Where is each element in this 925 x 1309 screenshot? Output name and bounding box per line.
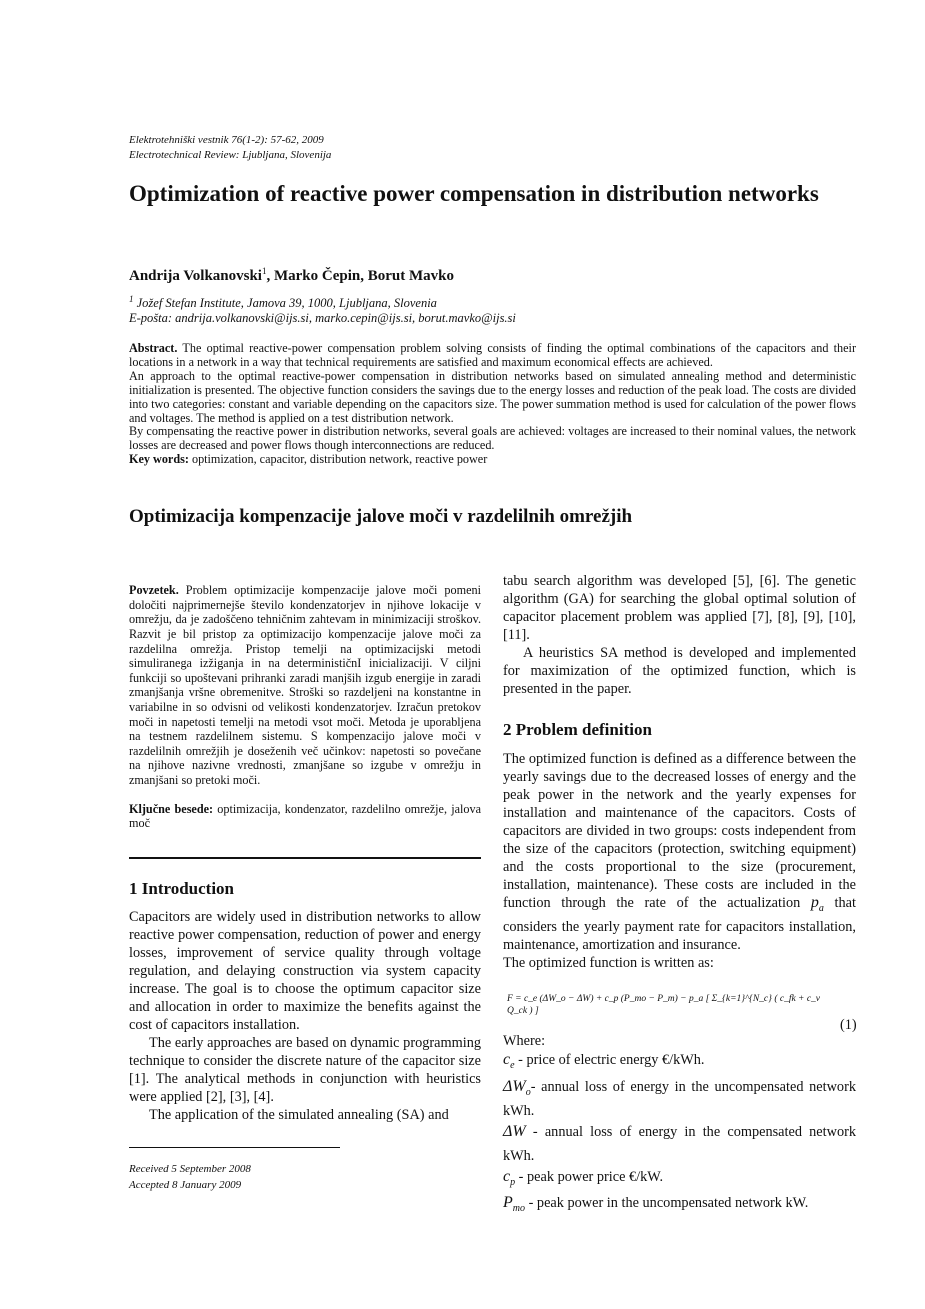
povzetek-text: Problem optimizacije kompenzacije jalove moči pomeni določiti najprimernejše število kondenzatorjev in njihove lokacije v omrežju, da je zadoščeno tehničnim zahtevam in minimizaciji stroškov. Razvit je bil pristop za optimizacijo kompenzacije jalove moči za razdelilna omrežja. Pristop temelji na optimizacijski metodi simuliranega izžiganja in na determinističnI inicializaciji. V ciljni funkciji so upoštevani prihranki zaradi manjših izgub energije in zaradi zmanjšanja vršne obremenitve. Stroški so razdeljeni na konstantne in variabilne in so odvisni od velikosti kondenzatorjev. Izračun pretokov moči in napetosti temelji na metodi vsot moči. Metoda je uporabljena na testnem razdelilnem sistemu. S kompenzacijo jalove moči v razdelilnih omrežjih je doseženih več učinkov: napetosti so povečane na njihove nazivne vrednosti, zmanjšane so izgube v omrežju in zmanjšani so pretoki moči. (129, 583, 481, 787)
affiliation (129, 294, 437, 311)
problem-p1b: that considers the yearly payment rate for capacitors installation, maintenance, amortization and insurance. (503, 895, 856, 953)
def-symbol: c (503, 1051, 511, 1068)
intro-heading: 1 Introduction (129, 879, 235, 898)
def-text: - annual loss of energy in the uncompensated network kWh. (503, 1078, 856, 1119)
kljucne-besede: optimizacija, kondenzator, razdelilno omrežje, jalova moč (129, 801, 481, 831)
kljucne-label: Ključne besede: (129, 801, 214, 816)
equation-number: (1) (840, 1017, 857, 1033)
def-text: - peak power in the uncompensated network kW. (525, 1195, 809, 1212)
received-date: Received 5 September 2008 (129, 1163, 251, 1175)
slovene-title: Optimizacija kompenzacije jalove moči v razdelilnih omrežjih (129, 506, 633, 527)
problem-text (503, 750, 856, 972)
povzetek-label: Povzetek. (129, 583, 179, 598)
def-text: - peak power price €/kW. (515, 1168, 664, 1185)
definition-item (503, 1168, 856, 1192)
definitions (503, 1032, 856, 1218)
def-symbol: c (503, 1167, 511, 1185)
abstract-p3: By compensating the reactive power in distribution networks, several goals are achieved: voltages are increased to their nominal values, the network losses are decreased and power flows though interconnections are reduced. (129, 424, 856, 453)
intro-p3: The application of the simulated annealing (SA) and (149, 1107, 449, 1123)
def-sub: o (525, 1086, 531, 1098)
definition-item (503, 1123, 856, 1165)
author-sup: 1 (261, 266, 267, 276)
keywords: optimization, capacitor, distribution network, reactive power (188, 452, 488, 467)
problem-p2: The optimized function is written as: (503, 954, 714, 971)
problem-p1a: The optimized function is defined as a difference between the yearly savings due to the decreased losses of energy and the peak power in the network and the yearly expenses for installation and maintenance of the capacitors. Costs of capacitors are divided in two groups: costs independent from the size of the capacitors (protection, switching equipment) and the costs proportional to the size (procurement, installation, maintenance). These costs are included in the function through the rate of the actualization (503, 751, 856, 911)
definition-item (503, 1078, 856, 1120)
def-symbol: ΔW (503, 1077, 526, 1095)
intro-p1: Capacitors are widely used in distribution networks to allow reactive power compensation, reduction of power and energy losses, improvement of service quality through voltage regulation, and delaying construction via system capacity increase. The goal is to choose the optimum capacitor size and allocation in order to maximize the benefits against the cost of capacitors installation. (129, 909, 481, 1033)
povzetek (129, 571, 481, 843)
affiliation-text: Jožef Stefan Institute, Jamova 39, 1000, Ljubljana, Slovenia (133, 296, 437, 311)
keywords-label: Key words: (129, 452, 189, 467)
affiliation-sup: 1 (129, 294, 134, 304)
where-label: Where: (503, 1033, 546, 1049)
intro-p2: The early approaches are based on dynamic programming technique to consider the discrete nature of the capacitor size [1]. The analytical methods in conjunction with heuristics were applied [2], [3], [4]. (129, 1035, 481, 1105)
def-sub: mo (512, 1203, 526, 1215)
def-sub: p (510, 1176, 516, 1188)
definition-item (503, 1051, 856, 1075)
journal-citation: Elektrotehniški vestnik 76(1-2): 57-62, 2009 (129, 134, 324, 146)
email: E-pošta: andrija.volkanovski@ijs.si, marko.cepin@ijs.si, borut.mavko@ijs.si (129, 311, 516, 325)
right-intro-text (503, 572, 856, 698)
paper-title: Optimization of reactive power compensation in distribution networks (129, 181, 819, 206)
right-p2: A heuristics SA method is developed and implemented for maximization of the optimized function, which is presented in the paper. (503, 645, 856, 697)
accepted-date: Accepted 8 January 2009 (129, 1179, 242, 1191)
authors-rest: , Marko Čepin, Borut Mavko (266, 268, 454, 284)
abstract (129, 342, 856, 467)
def-text: - annual loss of energy in the compensated network kWh. (503, 1123, 856, 1164)
equation-1: F = c_e (ΔW_o − ΔW) + c_p (P_mo − P_m) − p_a [ Σ_{k=1}^{N_c} ( c_fk + c_v Q_ck ) ] (507, 994, 821, 1016)
problem-heading: 2 Problem definition (503, 720, 652, 739)
right-p1: tabu search algorithm was developed [5], [6]. The genetic algorithm (GA) for searching the global optimal solution of capacitor placement problem was applied [7], [8], [9], [10], [11]. (503, 573, 856, 643)
footnote-rule (129, 1147, 340, 1148)
section-divider (129, 857, 481, 859)
pa-symbol: p (810, 894, 819, 911)
def-symbol: P (503, 1194, 513, 1212)
authors (129, 266, 454, 285)
def-sub: e (510, 1059, 515, 1071)
author-first: Andrija Volkanovski (129, 268, 262, 284)
definition-item (503, 1194, 856, 1218)
intro-text (129, 908, 481, 1124)
abstract-p1: The optimal reactive-power compensation problem solving consists of finding the optimal combinations of the capacitors and their locations in a network in a way that technical requirements are satisfied and maximum economical effects are achieved. (129, 341, 856, 369)
abstract-p2: An approach to the optimal reactive-power compensation in distribution networks based on simulated annealing method and deterministic initialization is presented. The objective function considers the savings due to the energy losses and reduction of the peak load. The costs are divided into two categories: constant and variable depending on the capacitors size. The power summation method is used for calculation of the power flows and voltages. The method is applied on a test distribution network. (129, 368, 856, 425)
def-symbol: ΔW (503, 1122, 526, 1140)
abstract-label: Abstract. (129, 341, 178, 355)
journal-location: Electrotechnical Review: Ljubljana, Slovenija (129, 149, 332, 161)
pa-sub: a (818, 902, 824, 914)
def-text: - price of electric energy €/kWh. (514, 1052, 705, 1068)
